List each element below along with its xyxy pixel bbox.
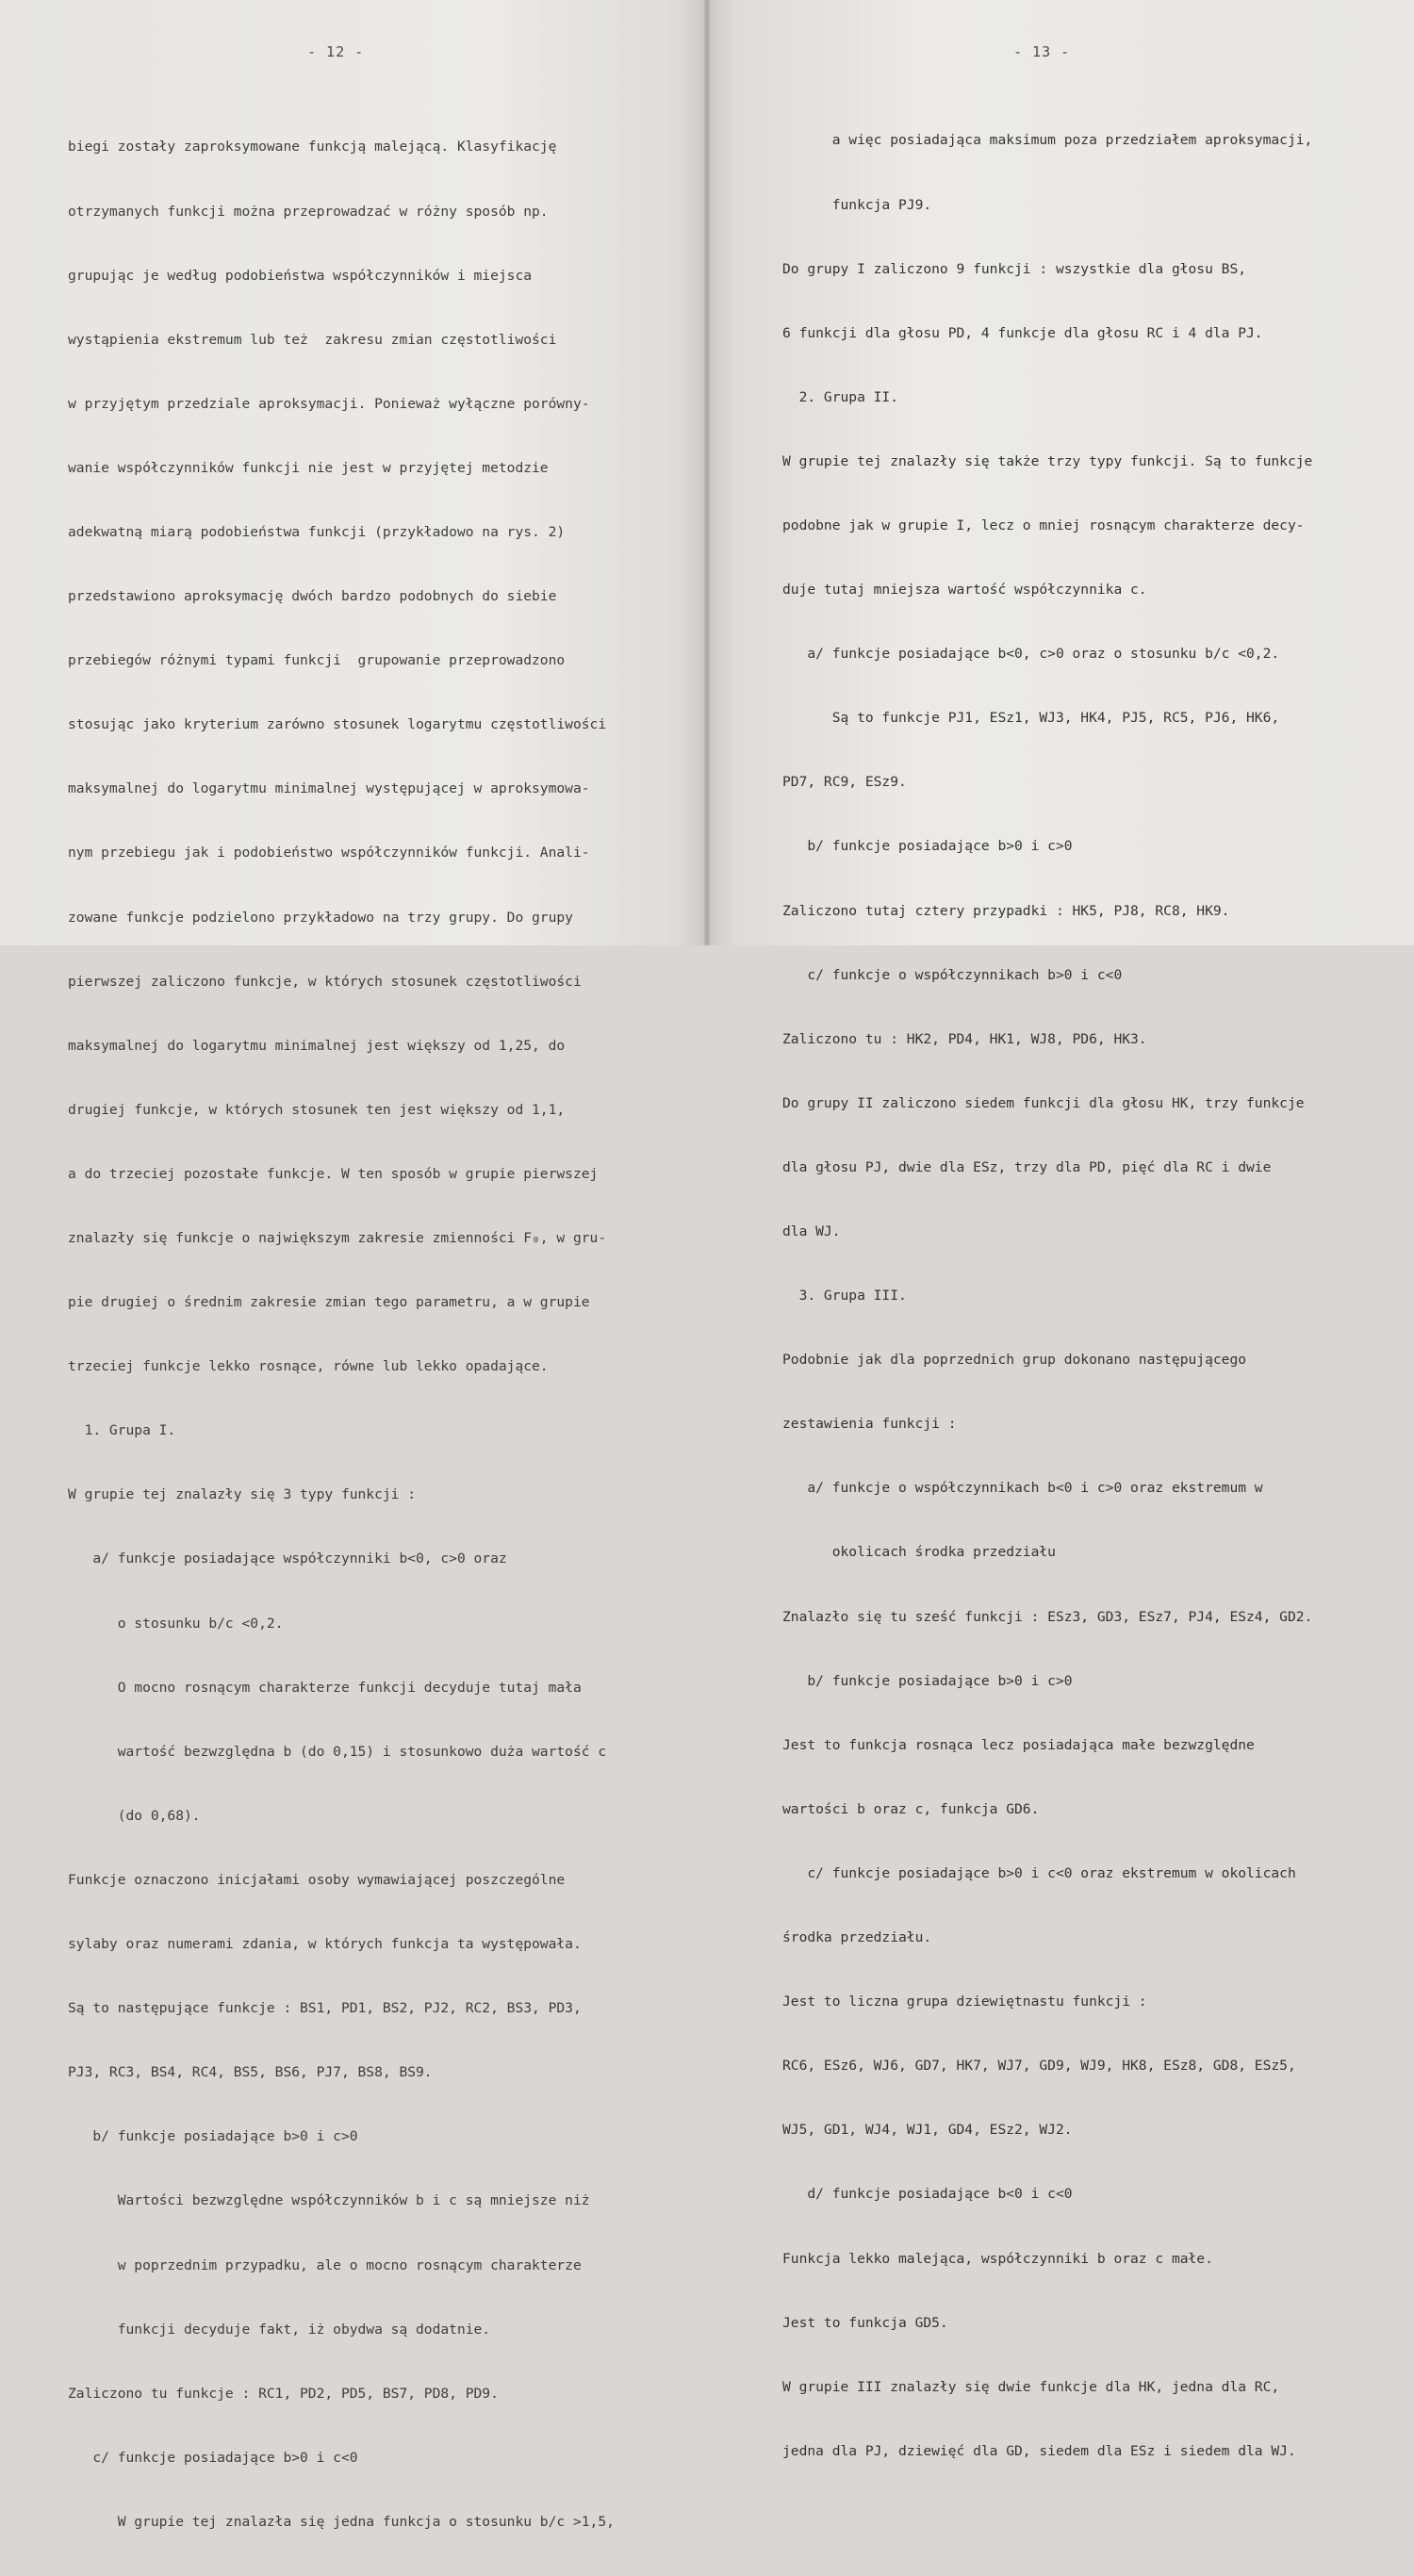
- text-line: WJ5, GD1, WJ4, WJ1, GD4, ESz2, WJ2.: [782, 2122, 1073, 2139]
- list-item: a/ funkcje posiadające b<0, c>0 oraz o stosunku b/c <0,2.: [782, 646, 1280, 663]
- page-body-text: [782, 88, 1312, 2505]
- list-item: a/ funkcje o współczynnikach b<0 i c>0 oraz ekstremum w: [782, 1480, 1263, 1497]
- page-body-text: [68, 94, 615, 2576]
- text-line: a do trzeciej pozostałe funkcje. W ten sposób w grupie pierwszej: [68, 1165, 599, 1182]
- text-line: W grupie tej znalazły się 3 typy funkcji :: [68, 1486, 417, 1503]
- text-line: Zaliczono tutaj cztery przypadki : HK5, PJ8, RC8, HK9.: [782, 902, 1230, 919]
- text-line: sylaby oraz numerami zdania, w których funkcja ta występowała.: [68, 1936, 582, 1953]
- list-item: a/ funkcje posiadające współczynniki b<0, c>0 oraz: [68, 1551, 507, 1567]
- list-item: c/ funkcje o współczynnikach b>0 i c<0: [782, 966, 1123, 983]
- list-item: c/ funkcje posiadające b>0 i c<0: [68, 2449, 358, 2466]
- list-item: b/ funkcje posiadające b>0 i c>0: [68, 2128, 358, 2145]
- text-line: dla WJ.: [782, 1223, 841, 1239]
- text-line: pierwszej zaliczono funkcje, w których stosunek częstotliwości: [68, 973, 582, 990]
- text-line: okolicach środka przedziału: [782, 1544, 1056, 1561]
- text-line: otrzymanych funkcji można przeprowadzać w różny sposób np.: [68, 203, 549, 220]
- text-line: wanie współczynników funkcji nie jest w przyjętej metodzie: [68, 459, 549, 476]
- text-line: Wartości bezwzględne współczynników b i c są mniejsze niż: [68, 2192, 590, 2209]
- text-line: stosując jako kryterium zarówno stosunek logarytmu częstotliwości: [68, 716, 607, 733]
- text-line: Jest to liczna grupa dziewiętnastu funkcji :: [782, 1994, 1147, 2010]
- right-page: [707, 0, 1414, 2459]
- text-line: nym przebiegu jak i podobieństwo współczynników funkcji. Anali-: [68, 845, 590, 861]
- text-line: przedstawiono aproksymację dwóch bardzo podobnych do siebie: [68, 588, 557, 605]
- text-line: W grupie tej znalazły się także trzy typy funkcji. Są to funkcje: [782, 452, 1313, 469]
- text-line: wartości b oraz c, funkcja GD6.: [782, 1800, 1040, 1817]
- text-line: pie drugiej o średnim zakresie zmian tego parametru, a w grupie: [68, 1294, 590, 1311]
- text-line: a więc posiadająca maksimum poza przedziałem aproksymacji,: [782, 132, 1313, 149]
- text-line: jedna dla PJ, dziewięć dla GD, siedem dla ESz i siedem dla WJ.: [782, 2442, 1296, 2459]
- text-line: Podobnie jak dla poprzednich grup dokonano następującego: [782, 1352, 1247, 1369]
- text-line: Są to następujące funkcje : BS1, PD1, BS2, PJ2, RC2, BS3, PD3,: [68, 2000, 582, 2017]
- text-line: maksymalnej do logarytmu minimalnej występującej w aproksymowa-: [68, 780, 590, 797]
- text-line: w poprzednim przypadku, ale o mocno rosnącym charakterze: [68, 2256, 582, 2273]
- text-line: Funkcja lekko malejąca, współczynniki b oraz c małe.: [782, 2250, 1213, 2267]
- text-line: zestawienia funkcji :: [782, 1416, 957, 1433]
- list-item: b/ funkcje posiadające b>0 i c>0: [782, 838, 1073, 855]
- text-line: Są to funkcje PJ1, ESz1, WJ3, HK4, PJ5, RC5, PJ6, HK6,: [782, 710, 1280, 727]
- text-line: Znalazło się tu sześć funkcji : ESz3, GD3, ESz7, PJ4, ESz4, GD2.: [782, 1608, 1313, 1625]
- section-heading: 1. Grupa I.: [68, 1422, 176, 1439]
- text-line: (do 0,68).: [68, 1807, 201, 1824]
- page-number: - 13 -: [1013, 43, 1071, 60]
- text-line: funkcja PJ9.: [782, 196, 932, 213]
- list-item: d/ funkcje posiadające b<0 i c<0: [782, 2186, 1073, 2203]
- text-line: RC6, ESz6, WJ6, GD7, HK7, WJ7, GD9, WJ9, HK8, ESz8, GD8, ESz5,: [782, 2058, 1296, 2075]
- text-line: Do grupy II zaliczono siedem funkcji dla głosu HK, trzy funkcje: [782, 1094, 1305, 1111]
- text-line: biegi zostały zaproksymowane funkcją malejącą. Klasyfikację: [68, 139, 557, 156]
- text-line: wystąpienia ekstremum lub też zakresu zmian częstotliwości: [68, 331, 557, 348]
- text-line: W grupie tej znalazła się jedna funkcja o stosunku b/c >1,5,: [68, 2513, 615, 2530]
- text-line: O mocno rosnącym charakterze funkcji decyduje tutaj mała: [68, 1679, 582, 1696]
- list-item: b/ funkcje posiadające b>0 i c>0: [782, 1672, 1073, 1689]
- text-line: adekwatną miarą podobieństwa funkcji (przykładowo na rys. 2): [68, 523, 566, 540]
- text-line: PD7, RC9, ESz9.: [782, 774, 907, 791]
- text-line: o stosunku b/c <0,2.: [68, 1615, 284, 1632]
- text-line: 6 funkcji dla głosu PD, 4 funkcje dla głosu RC i 4 dla PJ.: [782, 324, 1263, 341]
- list-item: c/ funkcje posiadające b>0 i c<0 oraz ekstremum w okolicach: [782, 1864, 1296, 1881]
- text-line: środka przedziału.: [782, 1929, 932, 1946]
- text-line: trzeciej funkcje lekko rosnące, równe lub lekko opadające.: [68, 1358, 549, 1375]
- text-line: podobne jak w grupie I, lecz o mniej rosnącym charakterze decy-: [782, 517, 1305, 533]
- text-line: drugiej funkcje, w których stosunek ten jest większy od 1,1,: [68, 1101, 566, 1118]
- page-number: - 12 -: [307, 43, 365, 60]
- left-page: [0, 0, 707, 2530]
- text-line: Zaliczono tu funkcje : RC1, PD2, PD5, BS7, PD8, PD9.: [68, 2385, 499, 2402]
- text-line: znalazły się funkcje o największym zakresie zmienności F₀, w gru-: [68, 1230, 607, 1246]
- text-line: przebiegów różnymi typami funkcji grupowanie przeprowadzono: [68, 652, 566, 669]
- text-line: maksymalnej do logarytmu minimalnej jest większy od 1,25, do: [68, 1037, 566, 1054]
- section-heading: 2. Grupa II.: [782, 388, 899, 405]
- text-line: Do grupy I zaliczono 9 funkcji : wszystkie dla głosu BS,: [782, 260, 1247, 277]
- text-line: w przyjętym przedziale aproksymacji. Ponieważ wyłączne porówny-: [68, 395, 590, 412]
- text-line: Jest to funkcja rosnąca lecz posiadająca małe bezwzględne: [782, 1736, 1255, 1753]
- book-gutter: [704, 0, 710, 945]
- text-line: zowane funkcje podzielono przykładowo na trzy grupy. Do grupy: [68, 909, 573, 926]
- text-line: duje tutaj mniejsza wartość współczynnika c.: [782, 582, 1147, 599]
- text-line: PJ3, RC3, BS4, RC4, BS5, BS6, PJ7, BS8, BS9.: [68, 2064, 433, 2081]
- text-line: funkcji decyduje fakt, iż obydwa są dodatnie.: [68, 2321, 491, 2338]
- text-line: W grupie III znalazły się dwie funkcje dla HK, jedna dla RC,: [782, 2378, 1280, 2395]
- text-line: grupując je według podobieństwa współczynników i miejsca: [68, 267, 533, 284]
- text-line: dla głosu PJ, dwie dla ESz, trzy dla PD, pięć dla RC i dwie: [782, 1158, 1272, 1175]
- text-line: Jest to funkcja GD5.: [782, 2314, 948, 2331]
- text-line: wartość bezwzględna b (do 0,15) i stosunkowo duża wartość c: [68, 1743, 607, 1760]
- text-line: Funkcje oznaczono inicjałami osoby wymawiającej poszczególne: [68, 1871, 566, 1888]
- text-line: Zaliczono tu : HK2, PD4, HK1, WJ8, PD6, HK3.: [782, 1030, 1147, 1047]
- section-heading: 3. Grupa III.: [782, 1288, 907, 1304]
